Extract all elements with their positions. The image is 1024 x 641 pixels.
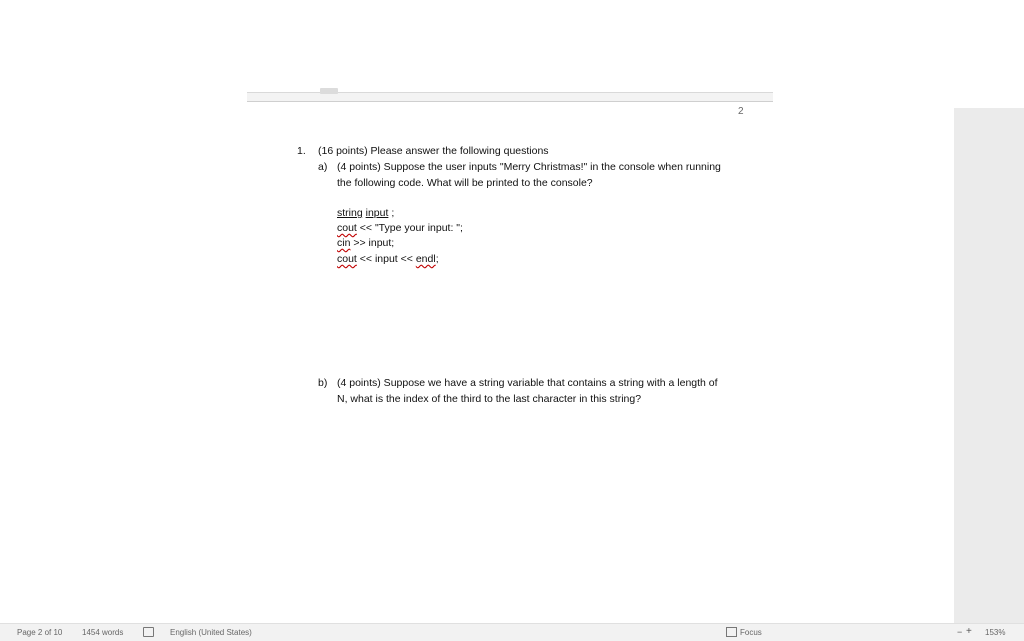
code-var: input	[365, 207, 389, 219]
code-cout: cout	[337, 222, 357, 234]
part-b-line-1: (4 points) Suppose we have a string variable that contains a string with a length of	[337, 377, 718, 389]
code-semicolon: ;	[435, 253, 439, 265]
page-number: 2	[738, 106, 744, 117]
focus-button[interactable]: Focus	[740, 628, 762, 637]
code-rest: << "Type your input: ";	[356, 222, 463, 234]
code-line-2	[337, 222, 463, 234]
code-type: string	[337, 207, 363, 219]
code-line-4	[337, 253, 439, 265]
part-b-line-2: N, what is the index of the third to the last character in this string?	[337, 393, 642, 405]
language[interactable]: English (United States)	[170, 628, 252, 637]
part-b-label: b)	[318, 377, 328, 389]
code-cout: cout	[337, 253, 357, 265]
code-line-3	[337, 237, 394, 249]
word-count[interactable]: 1454 words	[82, 628, 124, 637]
question-text: (16 points) Please answer the following questions	[318, 145, 549, 157]
zoom-out-icon[interactable]: −	[957, 627, 963, 637]
code-rest: >> input;	[350, 237, 395, 249]
code-semicolon: ;	[391, 207, 395, 219]
code-endl: endl	[415, 253, 436, 265]
part-a-line-1: (4 points) Suppose the user inputs "Merry Christmas!" in the console when running	[337, 161, 721, 173]
zoom-level[interactable]: 153%	[985, 628, 1006, 637]
code-mid: << input <<	[356, 253, 416, 265]
part-a-label: a)	[318, 161, 328, 173]
focus-icon[interactable]	[726, 627, 737, 637]
status-bar	[0, 623, 1024, 641]
question-number: 1.	[297, 145, 306, 157]
proofing-icon[interactable]	[143, 627, 154, 637]
zoom-in-icon[interactable]: +	[966, 626, 972, 637]
code-line-1	[337, 207, 394, 219]
code-cin: cin	[337, 237, 351, 249]
part-a-line-2: the following code. What will be printed to the console?	[337, 177, 593, 189]
page-count[interactable]: Page 2 of 10	[17, 628, 63, 637]
